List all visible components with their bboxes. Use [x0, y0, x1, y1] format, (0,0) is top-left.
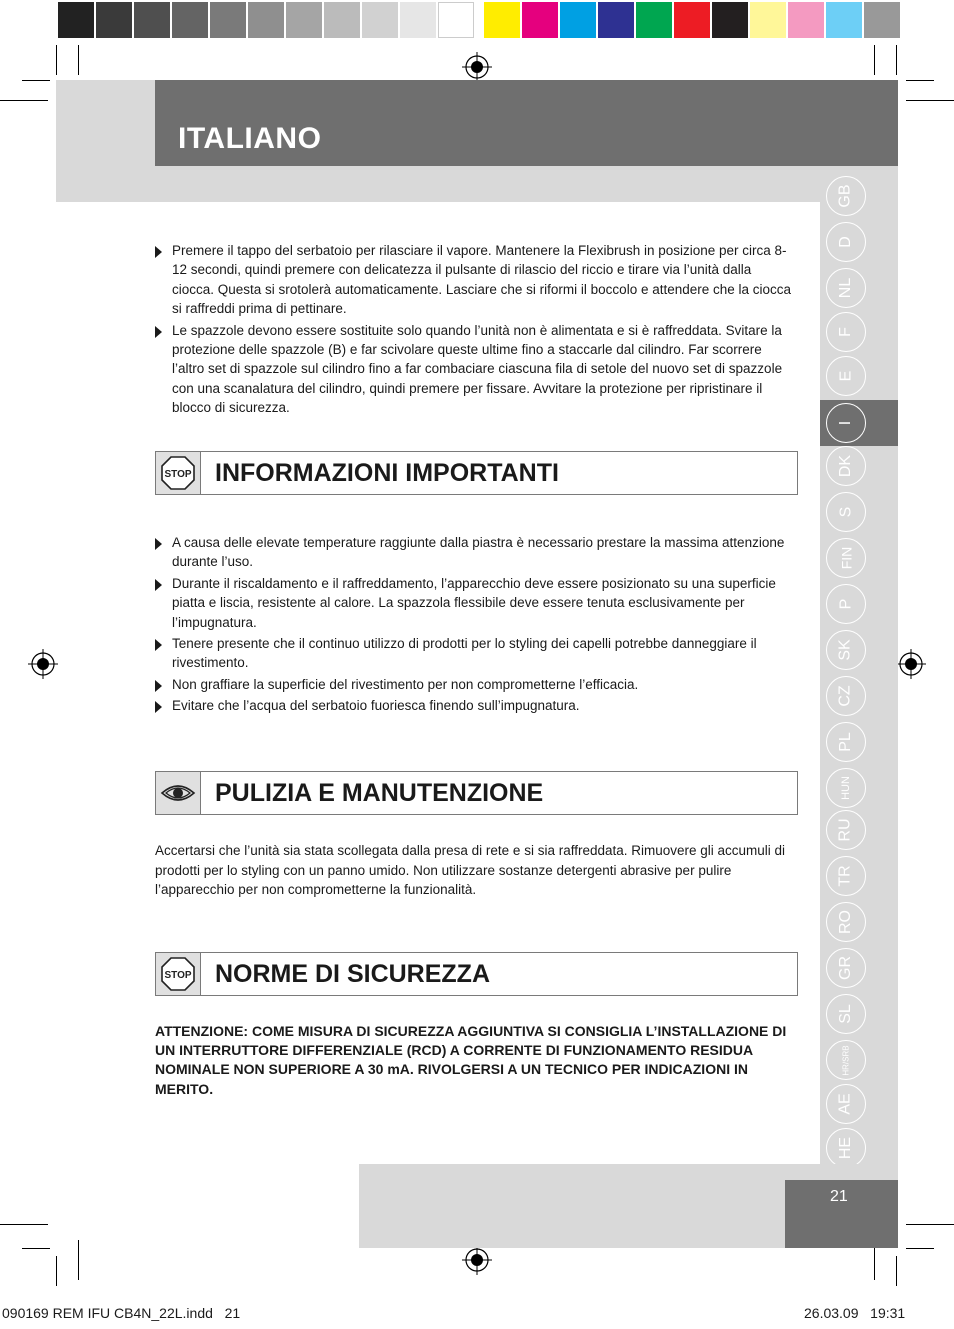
section-title: PULIZIA E MANUTENZIONE — [215, 779, 544, 807]
gray-swatch — [362, 2, 398, 38]
color-swatch — [788, 2, 824, 38]
eye-icon — [156, 772, 201, 814]
lang-tab-d[interactable]: D — [826, 222, 866, 262]
svg-text:STOP: STOP — [164, 970, 192, 981]
gray-swatch — [172, 2, 208, 38]
section-title: NORME DI SICUREZZA — [215, 960, 490, 988]
list-item: Premere il tappo del serbatoio per rilasciare il vapore. Mantenere la Flexibrush in posizione per circa 8-12 secondi, quindi premere con delicatezza il pulsante di rilascio del riccio e tirare via l’unità dalla ciocca. Questa si srotolerà automaticamente. Lasciare che si riformi il boccolo e attendere che la ciocca si raffreddi prima di pettinare. — [155, 241, 795, 319]
color-swatch — [522, 2, 558, 38]
crop-mark — [78, 45, 79, 75]
lang-tab-fin[interactable]: FIN — [826, 538, 866, 578]
list-item: A causa delle elevate temperature raggiunte dalla piastra è necessario prestare la massima attenzione durante l’uso. — [155, 533, 795, 572]
list-item: Durante il riscaldamento e il raffreddamento, l’apparecchio deve essere posizionato su una superficie piatta e liscia, resistente al calore. La spazzola flessibile deve essere tenuta esclusivamente per l’impugnatura. — [155, 574, 795, 632]
registration-mark-icon — [896, 649, 926, 679]
gray-swatch — [286, 2, 322, 38]
crop-mark — [896, 1256, 897, 1286]
stop-sign-icon — [156, 452, 201, 494]
list-item: Le spazzole devono essere sostituite solo quando l’unità non è alimentata e si è raffreddata. Svitare la protezione delle spazzole (B) e far scivolare queste ultime fino a staccarle dal cilindro. Far scorrere l’altro set di spazzole sul cilindro fino a far combaciare ciascuna fila di setole del nuovo set di spazzole con una scanalatura del cilindro, quindi premere per fissare. Avvitare la protezione per ripristinare il blocco di sicurezza. — [155, 321, 795, 418]
page-number: 21 — [830, 1188, 848, 1205]
bullet-triangle-icon — [155, 680, 162, 692]
page-title: ITALIANO — [178, 122, 322, 155]
crop-mark — [22, 80, 50, 81]
important-bullet-list — [155, 533, 795, 718]
crop-mark — [78, 1240, 79, 1280]
color-swatch — [826, 2, 862, 38]
lang-tab-cz[interactable]: CZ — [826, 676, 866, 716]
lang-tab-hr-srb[interactable]: HR/SRB — [826, 1040, 866, 1080]
lang-tab-i[interactable]: I — [826, 403, 866, 443]
gray-swatch — [58, 2, 94, 38]
print-date: 26.03.09 19:31 — [804, 1305, 906, 1321]
bullet-triangle-icon — [155, 246, 162, 258]
color-swatch — [864, 2, 900, 38]
color-swatch — [712, 2, 748, 38]
crop-mark — [0, 100, 48, 101]
list-item: Non graffiare la superficie del rivestimento per non comprometterne l’efficacia. — [155, 675, 795, 694]
bullet-triangle-icon — [155, 538, 162, 550]
crop-mark — [56, 45, 57, 75]
bullet-triangle-icon — [155, 639, 162, 651]
registration-mark-icon — [28, 649, 58, 679]
grayscale-calibration-bar — [58, 2, 476, 38]
color-swatch — [636, 2, 672, 38]
list-item: Tenere presente che il continuo utilizzo di prodotti per lo styling dei capelli potrebbe danneggiare il rivestimento. — [155, 634, 795, 673]
color-swatch — [674, 2, 710, 38]
section-header-safety — [155, 952, 798, 996]
lang-tab-f[interactable]: F — [826, 312, 866, 352]
bullet-triangle-icon — [155, 579, 162, 591]
crop-mark — [906, 1224, 954, 1225]
crop-mark — [896, 45, 897, 75]
lang-tab-sl[interactable]: SL — [826, 994, 866, 1034]
gray-swatch — [324, 2, 360, 38]
lang-tab-he[interactable]: HE — [826, 1128, 866, 1168]
bullet-triangle-icon — [155, 701, 162, 713]
lang-tab-dk[interactable]: DK — [826, 446, 866, 486]
intro-bullet-list — [155, 241, 795, 420]
lang-tab-tr[interactable]: TR — [826, 856, 866, 896]
lang-tab-hun[interactable]: HUN — [826, 768, 866, 808]
safety-warning-text: ATTENZIONE: COME MISURA DI SICUREZZA AGGIUNTIVA SI CONSIGLIA L’INSTALLAZIONE DI UN INTERRUTTORE DIFFERENZIALE (RCD) A CORRENTE DI FUNZIONAMENTO RESIDUA NOMINALE NON SUPERIORE A 30 mA. RIVOLGERSI A UN TECNICO PER INDICAZIONI IN MERITO. — [155, 1023, 787, 1097]
color-swatch — [598, 2, 634, 38]
lang-tab-gr[interactable]: GR — [826, 948, 866, 988]
registration-mark-icon — [462, 52, 492, 82]
lang-tab-pl[interactable]: PL — [826, 722, 866, 762]
crop-mark — [22, 1248, 50, 1249]
crop-mark — [906, 1248, 934, 1249]
lang-tab-gb[interactable]: GB — [826, 176, 866, 216]
gray-swatch — [438, 2, 474, 38]
lang-tab-nl[interactable]: NL — [826, 268, 866, 308]
lang-tab-p[interactable]: P — [826, 584, 866, 624]
crop-mark — [906, 100, 954, 101]
crop-mark — [874, 45, 875, 75]
section-header-cleaning — [155, 771, 798, 815]
lang-tab-ru[interactable]: RU — [826, 810, 866, 850]
lang-tab-ro[interactable]: RO — [826, 902, 866, 942]
file-slug: 090169 REM IFU CB4N_22L.indd 21 — [2, 1305, 241, 1321]
svg-text:STOP: STOP — [164, 469, 192, 480]
gray-swatch — [248, 2, 284, 38]
cleaning-paragraph: Accertarsi che l’unità sia stata scollegata dalla presa di rete e si sia raffreddata. Rimuovere gli accumuli di prodotti per lo styling con un panno umido. Non utilizzare sostanze detergenti abrasive per pulire l’apparecchio per non comprometterne la funzionalità. — [155, 843, 786, 897]
gray-swatch — [134, 2, 170, 38]
crop-mark — [906, 80, 934, 81]
registration-mark-icon — [462, 1245, 492, 1275]
color-swatch — [750, 2, 786, 38]
lang-tab-ae[interactable]: AE — [826, 1084, 866, 1124]
bullet-triangle-icon — [155, 326, 162, 338]
lang-tab-e[interactable]: E — [826, 356, 866, 396]
section-title: INFORMAZIONI IMPORTANTI — [215, 459, 559, 487]
color-swatch — [560, 2, 596, 38]
crop-mark — [56, 1256, 57, 1286]
crop-mark — [0, 1224, 48, 1225]
lang-tab-s[interactable]: S — [826, 492, 866, 532]
stop-sign-icon — [156, 953, 201, 995]
gray-swatch — [400, 2, 436, 38]
lang-tab-sk[interactable]: SK — [826, 630, 866, 670]
gray-swatch — [210, 2, 246, 38]
section-header-important — [155, 451, 798, 495]
color-calibration-bar — [484, 2, 902, 38]
gray-swatch — [96, 2, 132, 38]
list-item: Evitare che l’acqua del serbatoio fuoriesca finendo sull’impugnatura. — [155, 696, 795, 715]
color-swatch — [484, 2, 520, 38]
